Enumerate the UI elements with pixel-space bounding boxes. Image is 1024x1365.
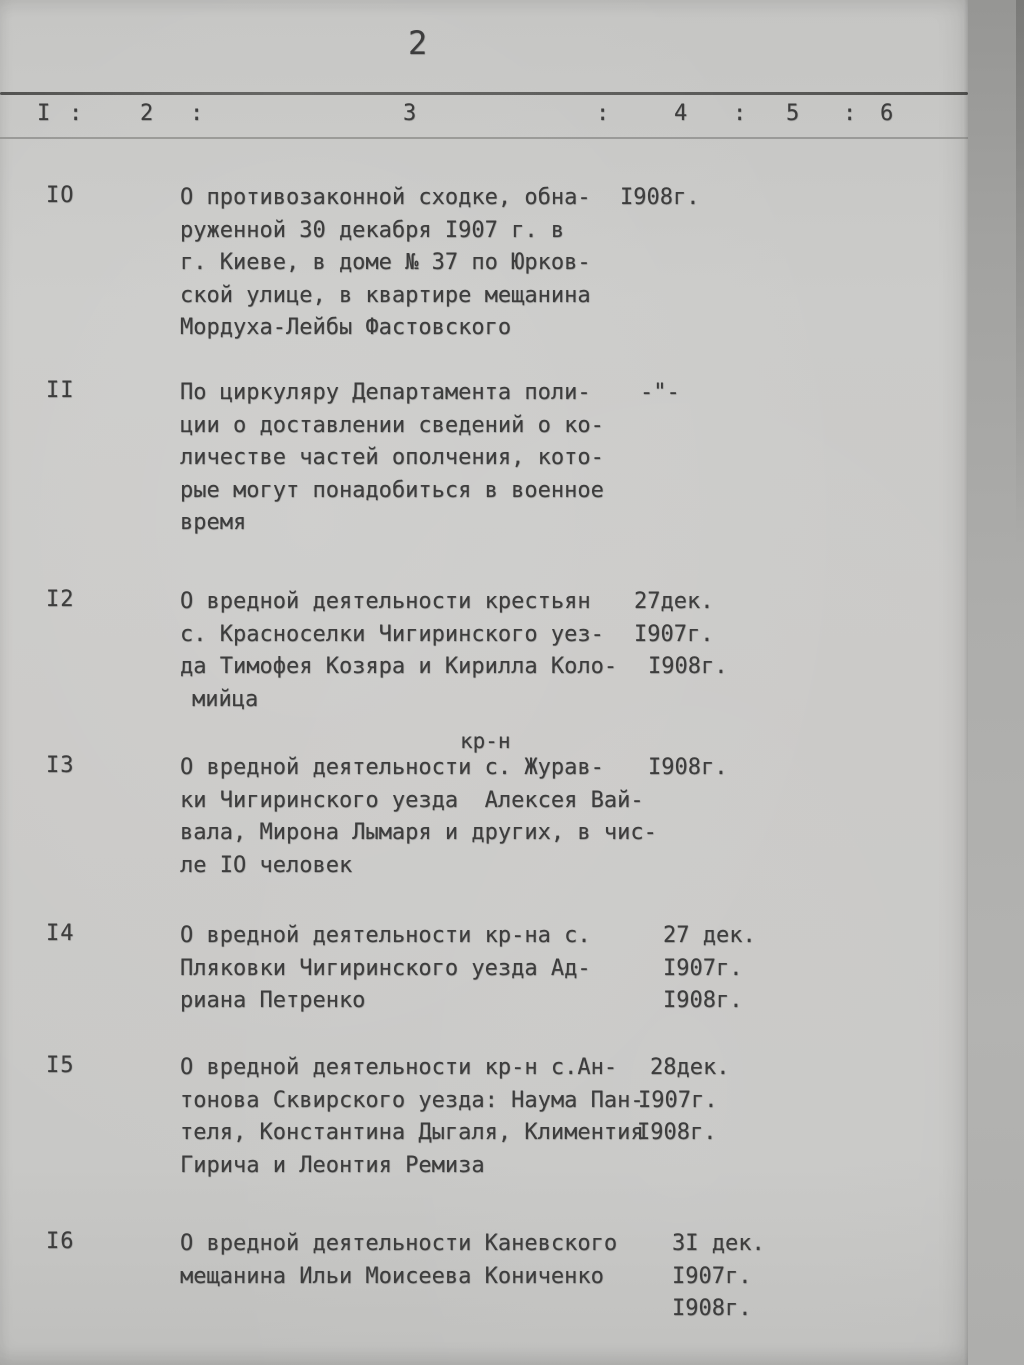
entry-description-line: время bbox=[180, 510, 247, 536]
entry-description bbox=[180, 377, 604, 540]
entry-date: I908г. bbox=[637, 1120, 717, 1146]
entry-description-line: мийца bbox=[192, 686, 259, 712]
entry-number: II bbox=[46, 378, 75, 403]
entry-date: I908г. bbox=[648, 755, 728, 780]
entry-description bbox=[180, 752, 657, 882]
entry-description-line: О вредной деятельности кр-на с. bbox=[180, 923, 591, 948]
entry-date: I908г. bbox=[672, 1296, 752, 1322]
scan-backing-surface bbox=[968, 0, 1024, 1365]
entry-description-line: тонова Сквирского уезда: Наума Пан- bbox=[180, 1087, 644, 1113]
entry-description-line: рые могут понадобиться в военное bbox=[180, 477, 604, 503]
entry-date: I907г. bbox=[634, 621, 714, 647]
entry-description bbox=[180, 182, 591, 345]
column-separator: : bbox=[843, 101, 857, 126]
entry-number: I5 bbox=[46, 1053, 75, 1078]
column-header-5: 5 bbox=[786, 101, 800, 126]
entry-description-line: ле IO человек bbox=[180, 852, 353, 878]
entry-date: 27дек. bbox=[634, 589, 714, 614]
column-header-I: I bbox=[37, 101, 51, 126]
table-header-bottom-rule bbox=[0, 137, 968, 139]
entry-date: 28дек. bbox=[650, 1055, 730, 1080]
entry-date: 3I дек. bbox=[672, 1231, 765, 1256]
table-header-top-rule bbox=[0, 92, 968, 95]
entry-number: I4 bbox=[46, 921, 75, 946]
entry-description-line: да Тимофея Козяра и Кирилла Коло- bbox=[180, 654, 618, 680]
entry-description bbox=[180, 920, 591, 1018]
entry-description-line: О противозаконной сходке, обна- bbox=[180, 185, 591, 210]
column-header-2: 2 bbox=[140, 101, 154, 126]
entry-date: I907г. bbox=[638, 1087, 718, 1113]
page-number: 2 bbox=[408, 24, 428, 62]
entry-description-line: ской улице, в квартире мещанина bbox=[180, 282, 591, 308]
column-separator: : bbox=[596, 101, 610, 126]
entry-description-line: О вредной деятельности кр-н с.Ан- bbox=[180, 1055, 618, 1080]
entry-description-line: По циркуляру Департамента поли- bbox=[180, 380, 591, 405]
entry-description-line: с. Красноселки Чигиринского уез- bbox=[180, 621, 604, 647]
column-header-3: 3 bbox=[403, 101, 417, 126]
column-header-6: 6 bbox=[880, 101, 894, 126]
entry-date: -"- bbox=[640, 380, 680, 405]
entry-description-line: Пляковки Чигиринского уезда Ад- bbox=[180, 955, 591, 981]
entry-number: I3 bbox=[46, 753, 75, 778]
entry-description-line: Мордуха-Лейбы Фастовского bbox=[180, 315, 512, 341]
entry-description-line: Гирича и Леонтия Ремиза bbox=[180, 1152, 485, 1178]
entry-date: I907г. bbox=[672, 1263, 752, 1289]
entry-number: I2 bbox=[46, 587, 75, 612]
entry-description-line: личестве частей ополчения, кото- bbox=[180, 445, 604, 471]
column-header-4: 4 bbox=[674, 101, 688, 126]
column-separator: : bbox=[190, 101, 204, 126]
entry-date: I908г. bbox=[648, 654, 728, 680]
entry-description-line: ки Чигиринского уезда Алексея Вай- bbox=[180, 787, 644, 813]
entry-description-line: риана Петренко bbox=[180, 988, 366, 1014]
entry-description-line: руженной 30 декабря I907 г. в bbox=[180, 217, 565, 243]
entry-description bbox=[180, 1052, 644, 1182]
entry-description-line: мещанина Ильи Моисеева Кониченко bbox=[180, 1263, 604, 1289]
entry-description-line: О вредной деятельности с. Журав- bbox=[180, 755, 604, 780]
entry-description-line: О вредной деятельности крестьян bbox=[180, 589, 591, 614]
entry-description-line: теля, Константина Дыгаля, Климентия bbox=[180, 1120, 644, 1146]
entry-description bbox=[180, 586, 617, 716]
entry-date: I907г. bbox=[663, 955, 743, 981]
entry-description bbox=[180, 1228, 617, 1293]
entry-description-line: вала, Мирона Лымаря и других, в чис- bbox=[180, 820, 657, 846]
entry-description-line: О вредной деятельности Каневского bbox=[180, 1231, 618, 1256]
table-header-row bbox=[0, 101, 968, 135]
entry-number: IO bbox=[46, 183, 75, 208]
entry-date: I908г. bbox=[620, 185, 700, 210]
entry-description-line: г. Киеве, в доме № 37 по Юрков- bbox=[180, 250, 591, 276]
entry-number: I6 bbox=[46, 1229, 75, 1254]
interlinear-insertion: кр-н bbox=[460, 729, 511, 753]
column-separator: : bbox=[733, 101, 747, 126]
entry-description-line: ции о доставлении сведений о ко- bbox=[180, 412, 604, 438]
entry-date: 27 дек. bbox=[663, 923, 756, 948]
column-separator: : bbox=[69, 101, 83, 126]
entry-date: I908г. bbox=[663, 988, 743, 1014]
